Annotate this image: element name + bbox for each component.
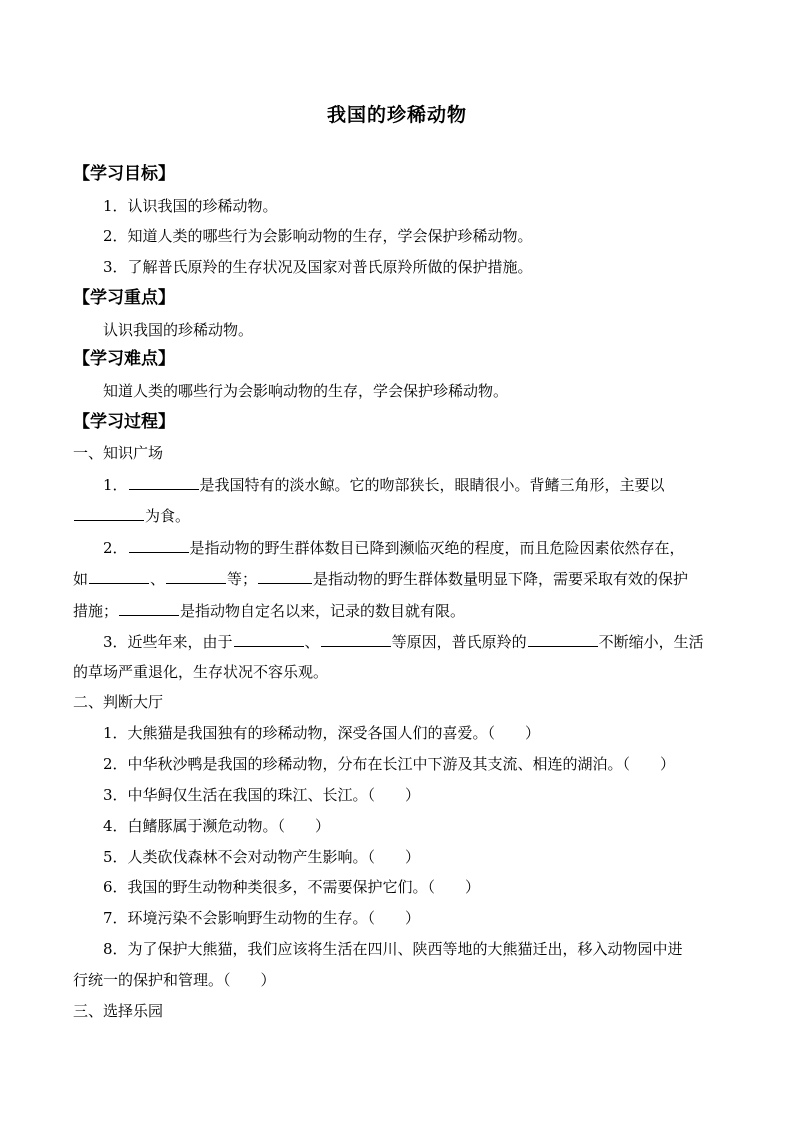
part1-q3-line1 bbox=[103, 631, 704, 652]
page-title: 我国的珍稀动物 bbox=[326, 104, 467, 126]
process-heading: 【学习过程】 bbox=[73, 412, 175, 432]
difficulty-heading: 【学习难点】 bbox=[73, 349, 175, 369]
q2-text-5: 是指动物的野生群体数量明显下降，需要采取有效的保护 bbox=[313, 570, 689, 588]
q2-blank-1[interactable] bbox=[129, 537, 189, 553]
q2-text-7: 是指动物自定名以来，记录的数目就有限。 bbox=[180, 602, 466, 620]
part1-q1-line1 bbox=[103, 474, 665, 495]
q3-text-1: 3．近些年来，由于 bbox=[103, 633, 233, 651]
part1-q2-line3 bbox=[73, 600, 465, 621]
q3-text-4: 不断缩小，生活 bbox=[598, 633, 704, 651]
judge-item-3: 3．中华鲟仅生活在我国的珠江、长江。（ ） bbox=[103, 786, 421, 804]
q1-blank-1[interactable] bbox=[129, 474, 199, 490]
q1-number: 1． bbox=[103, 476, 128, 494]
q3-text-3: 等原因，普氏原羚的 bbox=[391, 633, 527, 651]
q1-text-2: 为食。 bbox=[145, 507, 191, 525]
goal-item-2: 2．知道人类的哪些行为会影响动物的生存，学会保护珍稀动物。 bbox=[103, 227, 533, 245]
judge-item-2: 2．中华秋沙鸭是我国的珍稀动物，分布在长江中下游及其支流、相连的湖泊。（ ） bbox=[103, 755, 676, 773]
judge-item-8-line1: 8．为了保护大熊猫，我们应该将生活在四川、陕西等地的大熊猫迁出，移入动物园中进 bbox=[103, 940, 683, 958]
q2-text-1: 是指动物的野生群体数目已降到濒临灭绝的程度，而且危险因素依然存在， bbox=[189, 539, 685, 557]
part1-q1-line2 bbox=[73, 505, 190, 526]
q2-blank-5[interactable] bbox=[119, 600, 179, 616]
difficulty-text: 知道人类的哪些行为会影响动物的生存，学会保护珍稀动物。 bbox=[103, 382, 509, 400]
q2-blank-3[interactable] bbox=[166, 568, 226, 584]
part1-q2-line1 bbox=[103, 537, 685, 558]
judge-item-6: 6．我国的野生动物种类很多，不需要保护它们。（ ） bbox=[103, 878, 481, 896]
q1-text-1: 是我国特有的淡水鲸。它的吻部狭长，眼睛很小。背鳍三角形，主要以 bbox=[199, 476, 665, 494]
q2-text-6: 措施； bbox=[73, 602, 119, 620]
goal-item-1: 1．认识我国的珍稀动物。 bbox=[103, 197, 278, 215]
judge-item-7: 7．环境污染不会影响野生动物的生存。（ ） bbox=[103, 909, 421, 927]
judge-item-1: 1．大熊猫是我国独有的珍稀动物，深受各国人们的喜爱。（ ） bbox=[103, 724, 541, 742]
judge-item-4: 4．白鳍豚属于濒危动物。（ ） bbox=[103, 817, 331, 835]
q2-text-3: 、 bbox=[150, 570, 166, 588]
q3-blank-3[interactable] bbox=[528, 631, 598, 647]
q2-blank-2[interactable] bbox=[89, 568, 149, 584]
part1-title: 一、知识广场 bbox=[73, 444, 164, 462]
q2-blank-4[interactable] bbox=[258, 568, 312, 584]
q2-text-4: 等； bbox=[227, 570, 258, 588]
goals-heading: 【学习目标】 bbox=[73, 164, 175, 184]
q3-text-2: 、 bbox=[304, 633, 320, 651]
part1-q2-line2 bbox=[73, 568, 688, 589]
q1-blank-2[interactable] bbox=[74, 505, 144, 521]
judge-item-5: 5．人类砍伐森林不会对动物产生影响。（ ） bbox=[103, 848, 421, 866]
goal-item-3: 3．了解普氏原羚的生存状况及国家对普氏原羚所做的保护措施。 bbox=[103, 258, 533, 276]
q3-blank-1[interactable] bbox=[234, 631, 304, 647]
part1-q3-line2: 的草场严重退化，生存状况不容乐观。 bbox=[73, 663, 329, 681]
part3-title: 三、选择乐园 bbox=[73, 1002, 164, 1020]
key-text: 认识我国的珍稀动物。 bbox=[103, 321, 254, 339]
part2-title: 二、判断大厅 bbox=[73, 693, 164, 711]
q2-text-2: 如 bbox=[73, 570, 89, 588]
q3-blank-2[interactable] bbox=[321, 631, 391, 647]
q2-number: 2． bbox=[103, 539, 128, 557]
key-heading: 【学习重点】 bbox=[73, 288, 175, 308]
judge-item-8-line2: 行统一的保护和管理。（ ） bbox=[73, 971, 276, 989]
